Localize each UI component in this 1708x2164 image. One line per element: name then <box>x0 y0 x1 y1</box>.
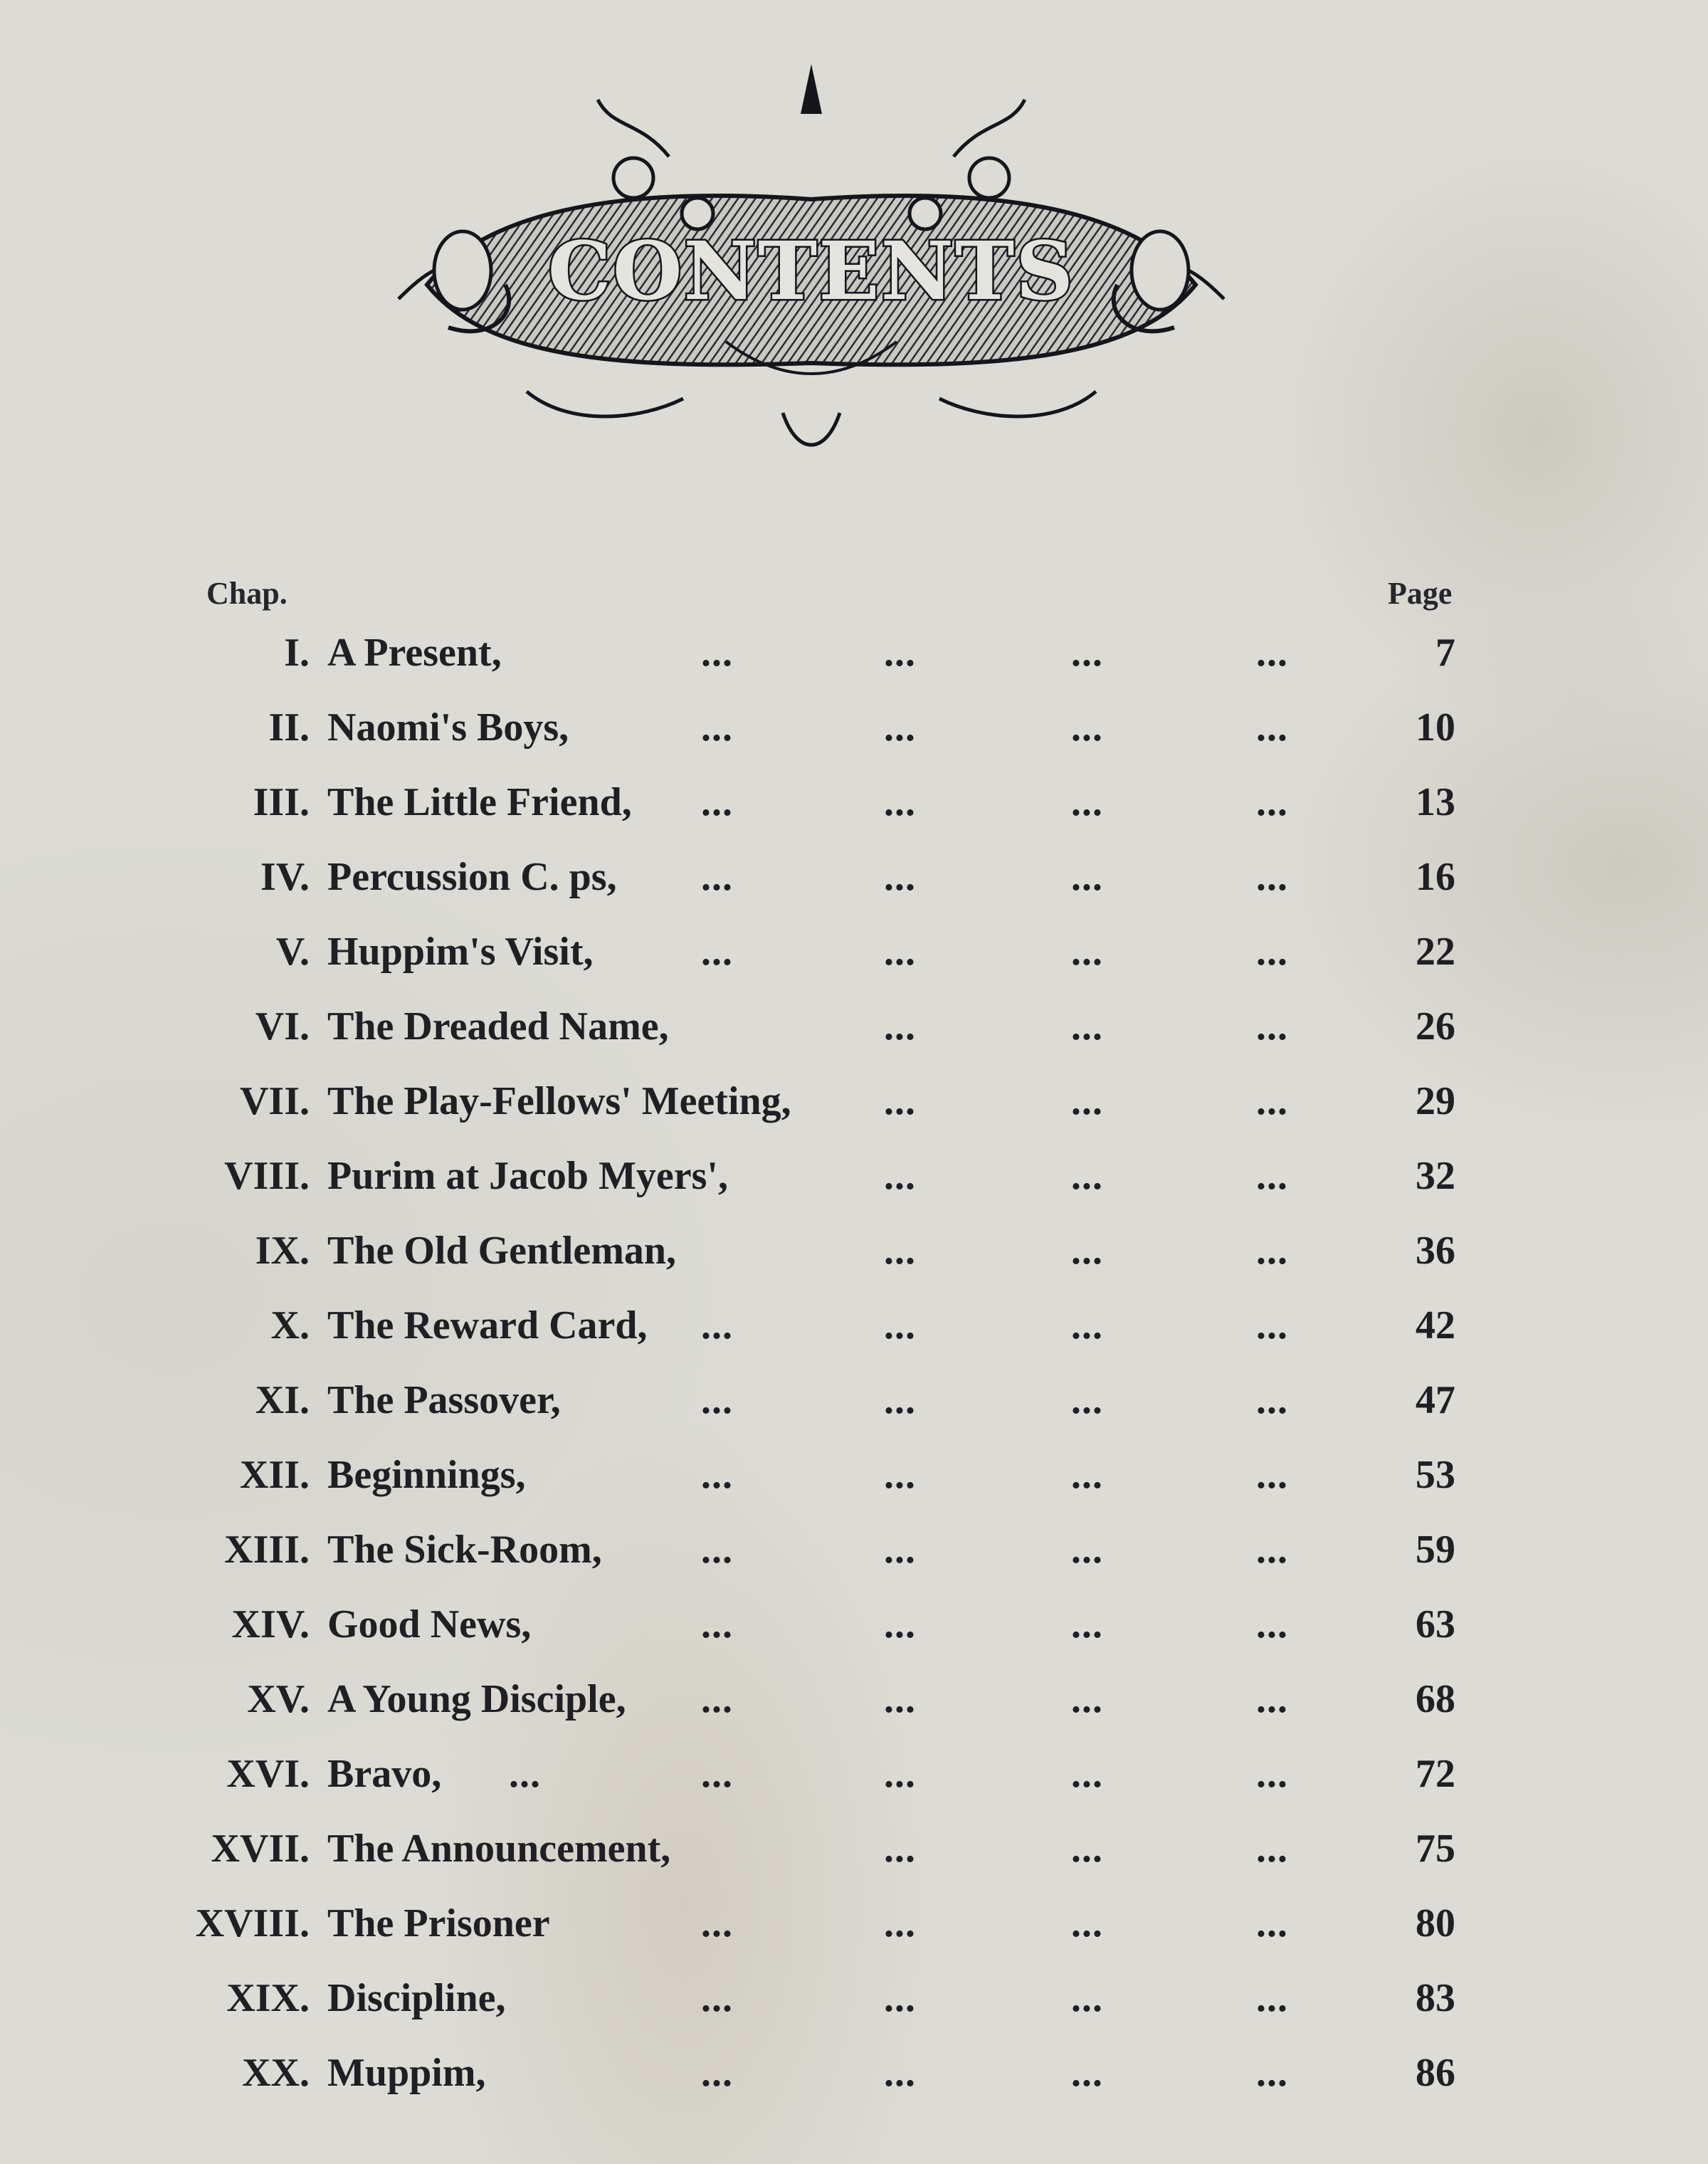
dot-leader: ... <box>701 705 733 750</box>
chapter-title: Purim at Jacob Myers', <box>327 1154 728 1198</box>
chapter-number: XIV. <box>231 1602 310 1646</box>
dot-leader: ... <box>1071 1229 1103 1273</box>
dot-leader: ... <box>884 1079 916 1123</box>
dot-leader: ... <box>884 1378 916 1422</box>
dot-leader: ... <box>1256 855 1288 899</box>
dot-leader: ... <box>1256 1154 1288 1198</box>
dot-leader: ... <box>1256 1528 1288 1572</box>
dot-leader: ... <box>1256 1378 1288 1422</box>
page-number: 59 <box>1416 1528 1455 1572</box>
dot-leader: ... <box>1071 1752 1103 1796</box>
dot-leader: ... <box>884 930 916 974</box>
dot-leader: ... <box>701 1303 733 1348</box>
dot-leader: ... <box>884 1976 916 2020</box>
toc-entry <box>0 1438 1708 1513</box>
dot-leader: ... <box>1256 1827 1288 1871</box>
chapter-title: The Passover, <box>327 1378 561 1422</box>
toc-entry <box>0 690 1708 765</box>
dot-leader: ... <box>884 855 916 899</box>
dot-leader: ... <box>1256 1004 1288 1049</box>
dot-leader: ... <box>1071 1378 1103 1422</box>
dot-leader: ... <box>884 2051 916 2095</box>
chapter-number: IV. <box>260 855 310 899</box>
chapter-number: XVII. <box>211 1827 310 1871</box>
chapter-number: III. <box>253 780 310 824</box>
chapter-title: Huppim's Visit, <box>327 930 594 974</box>
dot-leader: ... <box>701 1453 733 1497</box>
chapter-number: XX. <box>242 2051 310 2095</box>
dot-leader: ... <box>884 1453 916 1497</box>
page-number: 75 <box>1416 1827 1455 1871</box>
chapter-number: IX. <box>255 1229 310 1273</box>
dot-leader: ... <box>701 780 733 824</box>
toc-entry <box>0 1961 1708 2036</box>
dot-leader: ... <box>1071 1827 1103 1871</box>
chapter-title: The Reward Card, <box>327 1303 648 1348</box>
dot-leader: ... <box>509 1752 541 1796</box>
page-number: 36 <box>1416 1229 1455 1273</box>
dot-leader: ... <box>1071 705 1103 750</box>
dot-leader: ... <box>884 705 916 750</box>
chapter-number: I. <box>284 631 310 675</box>
dot-leader: ... <box>884 1827 916 1871</box>
dot-leader: ... <box>1256 1303 1288 1348</box>
dot-leader: ... <box>1071 1303 1103 1348</box>
dot-leader: ... <box>701 930 733 974</box>
dot-leader: ... <box>1256 1229 1288 1273</box>
chapter-title: A Present, <box>327 631 502 675</box>
toc-entry <box>0 1513 1708 1587</box>
page-column-header: Page <box>1388 576 1453 611</box>
page-number: 72 <box>1416 1752 1455 1796</box>
dot-leader: ... <box>1071 1154 1103 1198</box>
toc-entry <box>0 840 1708 915</box>
chapter-number: II. <box>268 705 310 750</box>
dot-leader: ... <box>1256 1901 1288 1945</box>
chapter-title: The Announcement, <box>327 1827 671 1871</box>
page-number: 29 <box>1416 1079 1455 1123</box>
chapter-number: VIII. <box>224 1154 310 1198</box>
dot-leader: ... <box>701 1378 733 1422</box>
dot-leader: ... <box>1071 1677 1103 1721</box>
dot-leader: ... <box>1256 1602 1288 1646</box>
chapter-number: XIX. <box>226 1976 310 2020</box>
dot-leader: ... <box>1071 930 1103 974</box>
dot-leader: ... <box>884 1303 916 1348</box>
dot-leader: ... <box>701 631 733 675</box>
toc-entry <box>0 1064 1708 1139</box>
dot-leader: ... <box>701 855 733 899</box>
toc-entry <box>0 1288 1708 1363</box>
chapter-title: A Young Disciple, <box>327 1677 626 1721</box>
page-number: 32 <box>1416 1154 1455 1198</box>
chapter-title: The Dreaded Name, <box>327 1004 669 1049</box>
dot-leader: ... <box>701 1752 733 1796</box>
toc-entry <box>0 1587 1708 1662</box>
page-number: 26 <box>1416 1004 1455 1049</box>
dot-leader: ... <box>1256 2051 1288 2095</box>
chapter-title: The Prisoner <box>327 1901 550 1945</box>
dot-leader: ... <box>1071 1976 1103 2020</box>
chapter-title: The Sick-Room, <box>327 1528 602 1572</box>
chapter-title: Discipline, <box>327 1976 506 2020</box>
dot-leader: ... <box>1071 1602 1103 1646</box>
chapter-number: XV. <box>247 1677 310 1721</box>
dot-leader: ... <box>1071 780 1103 824</box>
toc-entry <box>0 2036 1708 2111</box>
dot-leader: ... <box>1256 1453 1288 1497</box>
chapter-number: XI. <box>255 1378 310 1422</box>
dot-leader: ... <box>1071 855 1103 899</box>
chapter-number: VII. <box>239 1079 310 1123</box>
dot-leader: ... <box>701 1602 733 1646</box>
toc-entry <box>0 616 1708 690</box>
page-number: 63 <box>1416 1602 1455 1646</box>
page-number: 83 <box>1416 1976 1455 2020</box>
contents-heading: CONTENTS <box>547 225 1075 318</box>
dot-leader: ... <box>701 1901 733 1945</box>
chapter-title: The Little Friend, <box>327 780 632 824</box>
dot-leader: ... <box>884 1229 916 1273</box>
dot-leader: ... <box>1071 1453 1103 1497</box>
toc-entry <box>0 1214 1708 1288</box>
dot-leader: ... <box>1256 1079 1288 1123</box>
chapter-title: The Play-Fellows' Meeting, <box>327 1079 791 1123</box>
toc-entry <box>0 915 1708 989</box>
dot-leader: ... <box>1071 631 1103 675</box>
toc-entry <box>0 765 1708 840</box>
table-of-contents <box>0 616 1708 2111</box>
page-number: 22 <box>1416 930 1455 974</box>
chapter-number: V. <box>275 930 310 974</box>
chapter-title: Bravo, <box>327 1752 442 1796</box>
dot-leader: ... <box>1256 1976 1288 2020</box>
chapter-title: Beginnings, <box>327 1453 526 1497</box>
dot-leader: ... <box>1071 2051 1103 2095</box>
dot-leader: ... <box>1256 1752 1288 1796</box>
chapter-title: Muppim, <box>327 2051 486 2095</box>
dot-leader: ... <box>884 1752 916 1796</box>
chapter-number: XVIII. <box>195 1901 310 1945</box>
dot-leader: ... <box>1071 1004 1103 1049</box>
dot-leader: ... <box>1256 930 1288 974</box>
page-number: 68 <box>1416 1677 1455 1721</box>
chapter-title: Naomi's Boys, <box>327 705 569 750</box>
toc-entry <box>0 1886 1708 1961</box>
dot-leader: ... <box>1071 1079 1103 1123</box>
page-number: 42 <box>1416 1303 1455 1348</box>
dot-leader: ... <box>884 1528 916 1572</box>
chapter-number: XIII. <box>224 1528 310 1572</box>
chapter-title: Good News, <box>327 1602 532 1646</box>
chapter-number: VI. <box>255 1004 310 1049</box>
dot-leader: ... <box>884 631 916 675</box>
dot-leader: ... <box>1071 1528 1103 1572</box>
dot-leader: ... <box>1256 780 1288 824</box>
chapter-number: XVI. <box>226 1752 310 1796</box>
dot-leader: ... <box>884 1901 916 1945</box>
toc-entry <box>0 989 1708 1064</box>
page-number: 86 <box>1416 2051 1455 2095</box>
page-number: 47 <box>1416 1378 1455 1422</box>
page-number: 7 <box>1435 631 1455 675</box>
contents-ornament-banner <box>384 57 1238 477</box>
toc-entry <box>0 1737 1708 1812</box>
dot-leader: ... <box>884 1602 916 1646</box>
page-number: 13 <box>1416 780 1455 824</box>
page-number: 10 <box>1416 705 1455 750</box>
chapter-number: X. <box>270 1303 310 1348</box>
dot-leader: ... <box>701 1528 733 1572</box>
dot-leader: ... <box>1071 1901 1103 1945</box>
dot-leader: ... <box>884 1004 916 1049</box>
toc-entry <box>0 1139 1708 1214</box>
chapter-number: XII. <box>239 1453 310 1497</box>
chapter-title: Percussion C. ps, <box>327 855 617 899</box>
dot-leader: ... <box>884 1154 916 1198</box>
page-number: 53 <box>1416 1453 1455 1497</box>
chapter-title: The Old Gentleman, <box>327 1229 677 1273</box>
dot-leader: ... <box>701 1677 733 1721</box>
toc-entry <box>0 1662 1708 1737</box>
dot-leader: ... <box>701 1976 733 2020</box>
dot-leader: ... <box>884 780 916 824</box>
toc-entry <box>0 1812 1708 1886</box>
dot-leader: ... <box>884 1677 916 1721</box>
toc-entry <box>0 1363 1708 1438</box>
dot-leader: ... <box>1256 631 1288 675</box>
dot-leader: ... <box>1256 705 1288 750</box>
page-number: 80 <box>1416 1901 1455 1945</box>
dot-leader: ... <box>701 2051 733 2095</box>
dot-leader: ... <box>1256 1677 1288 1721</box>
chapter-column-header: Chap. <box>206 576 288 611</box>
page-number: 16 <box>1416 855 1455 899</box>
